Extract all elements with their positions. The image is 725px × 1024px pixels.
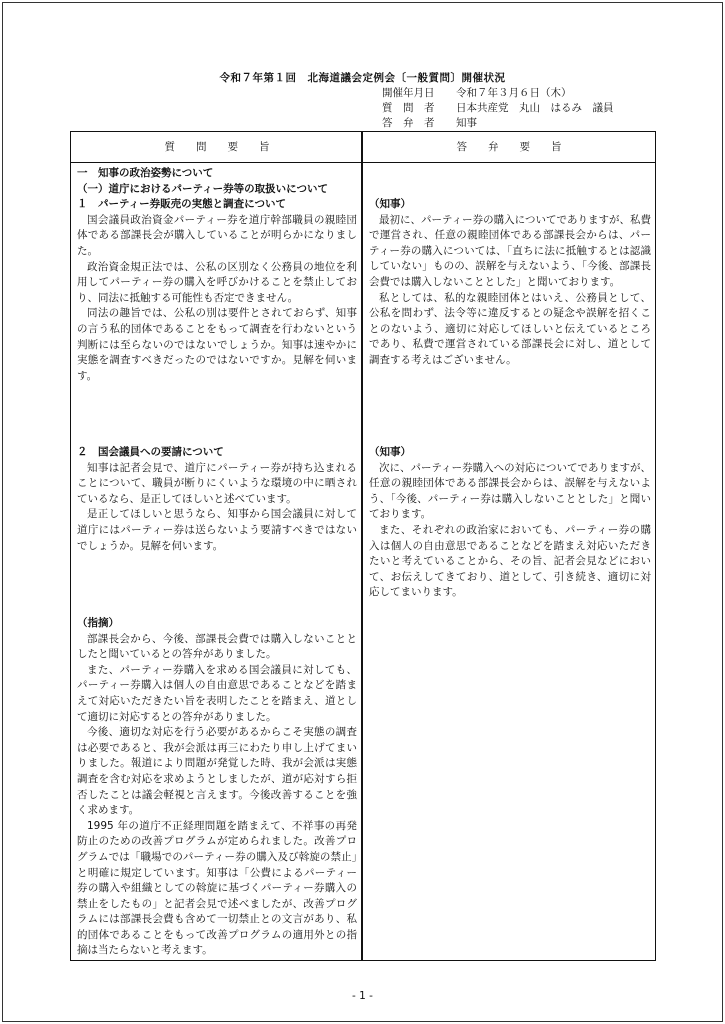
meta-row-date xyxy=(382,86,614,101)
answer-paragraph: また、それぞれの政治家においても、パーティー券の購入は個人の自由意思であることなどを踏まえ対応いただきたいと考えていることから、その旨、記者会見などにおいて、お伝えしてきており、道として、引き続き、適切に対応してまいります。 xyxy=(369,523,651,599)
question-block-2 xyxy=(77,445,357,554)
document-title: 令和７年第１回 北海道議会定例会〔一般質問〕開催状況 xyxy=(219,72,506,84)
answer-paragraph: 最初に、パーティー券の購入についてでありますが、私費で運営され、任意の親睦団体である部課長会からは、パーティー券の購入については、「直ちに法に抵触するとは認識していない」ものの、誤解を与えないよう、「今後、部課長会費では購入しないこととした」と聞いております。 xyxy=(369,213,651,288)
meta-label: 答 弁 者 xyxy=(382,117,435,129)
answer-block-2 xyxy=(369,445,651,601)
question-paragraph: 国会議員政治資金パーティー券を道庁幹部職員の親睦団体である部課長会が購入していることが明らかになりました。 xyxy=(77,213,357,257)
question-paragraph: 知事は記者会見で、道庁にパーティー券が持ち込まれることについて、職員が断りにくいような環境の中に晒されているなら、是正してほしいと述べています。 xyxy=(77,461,357,505)
header-question: 質 問 要 旨 xyxy=(164,141,270,153)
qa-table xyxy=(70,131,656,961)
page-number: - 1 - xyxy=(352,990,373,1002)
remark-block xyxy=(77,616,357,959)
answer-title: （知事） xyxy=(369,198,411,210)
meta-value: 令和７年３月６日（木） xyxy=(456,87,572,99)
meta-label: 開催年月日 xyxy=(382,87,435,99)
answer-block-1 xyxy=(369,197,651,369)
meeting-meta xyxy=(382,86,614,131)
section-heading: 一 知事の政治姿勢について xyxy=(77,167,214,179)
meta-value: 日本共産党 丸山 はるみ 議員 xyxy=(456,102,614,114)
answer-paragraph: 私としては、私的な親睦団体とはいえ、公務員として、公私を問わず、法令等に違反するとの疑念や誤解を招くことのないよう、適切に対応してほしいと伝えているところであり、私費で運営されている部課長会に対し、道として調査する考えはございません。 xyxy=(369,291,651,366)
remark-paragraph: 1995 年の道庁不正経理問題を踏まえて、不祥事の再発防止のための改善プログラムが定められました。改善プログラムでは「職場でのパーティー券の購入及び斡旋の禁止」と明確に規定しています。知事は「公費によるパーティー券の購入や組織としての斡旋に基づくパーティー券購入の禁止をしたもの」と記者会見で述べましたが、改善プログラムには部課長会費も含めて一切禁止との文言があり、私的団体であることをもって改善プログラムの適用外との指摘は当たらないと考えます。 xyxy=(77,819,357,957)
question-title: ２ 国会議員への要請について xyxy=(77,446,224,458)
answer-title: （知事） xyxy=(369,446,411,458)
meta-row-respondent xyxy=(382,116,614,131)
question-block-1 xyxy=(77,166,357,384)
meta-label: 質 問 者 xyxy=(382,102,435,114)
meta-row-questioner xyxy=(382,101,614,116)
column-divider xyxy=(361,132,363,960)
header-answer: 答 弁 要 旨 xyxy=(456,141,562,153)
question-title: １ パーティー券販売の実態と調査について xyxy=(77,198,286,211)
answer-paragraph: 次に、パーティー券購入への対応についてでありますが、任意の親睦団体である部課長会からは、誤解を与えないよう、「今後、パーティー券は購入しないこととした」と聞いております。 xyxy=(369,461,651,521)
table-header xyxy=(71,132,655,163)
meta-value: 知事 xyxy=(456,117,477,129)
question-paragraph: 政治資金規正法では、公私の区別なく公務員の地位を利用してパーティー券の購入を呼びかけることを禁止しており、同法に抵触する可能性も否定できません。 xyxy=(77,260,357,304)
remark-paragraph: 今後、適切な対応を行う必要があるからこそ実態の調査は必要であると、我が会派は再三にわたり申し上げてまいりました。報道により問題が発覚した時、我が会派は実態調査を含む対応を求めようとしましたが、道が応対すら拒否したことは議会軽視と言えます。今後改善することを強く求めます。 xyxy=(77,726,357,817)
question-paragraph: 同法の趣旨では、公私の別は要件とされておらず、知事の言う私的団体であることをもって調査を行わないという判断には至らないのではないでしょうか。知事は速やかに実態を調査すべきだったのではないですか。見解を伺います。 xyxy=(77,307,357,382)
remark-title: （指摘） xyxy=(77,617,119,629)
subsection-heading: （一）道庁におけるパーティー券等の取扱いについて xyxy=(77,182,328,195)
question-paragraph: 是正してほしいと思うなら、知事から国会議員に対して道庁にはパーティー券は送らないよう要請すべきではないでしょうか。見解を伺います。 xyxy=(77,508,357,552)
remark-paragraph: また、パーティー券購入を求める国会議員に対しても、パーティー券購入は個人の自由意思であることなどを踏まえて対応いただきたい旨を表明したことを踏まえ、道として適切に対応するとの答弁がありました。 xyxy=(77,663,357,723)
remark-paragraph: 部課長会から、今後、部課長会費では購入しないこととしたと聞いているとの答弁がありました。 xyxy=(77,632,357,661)
